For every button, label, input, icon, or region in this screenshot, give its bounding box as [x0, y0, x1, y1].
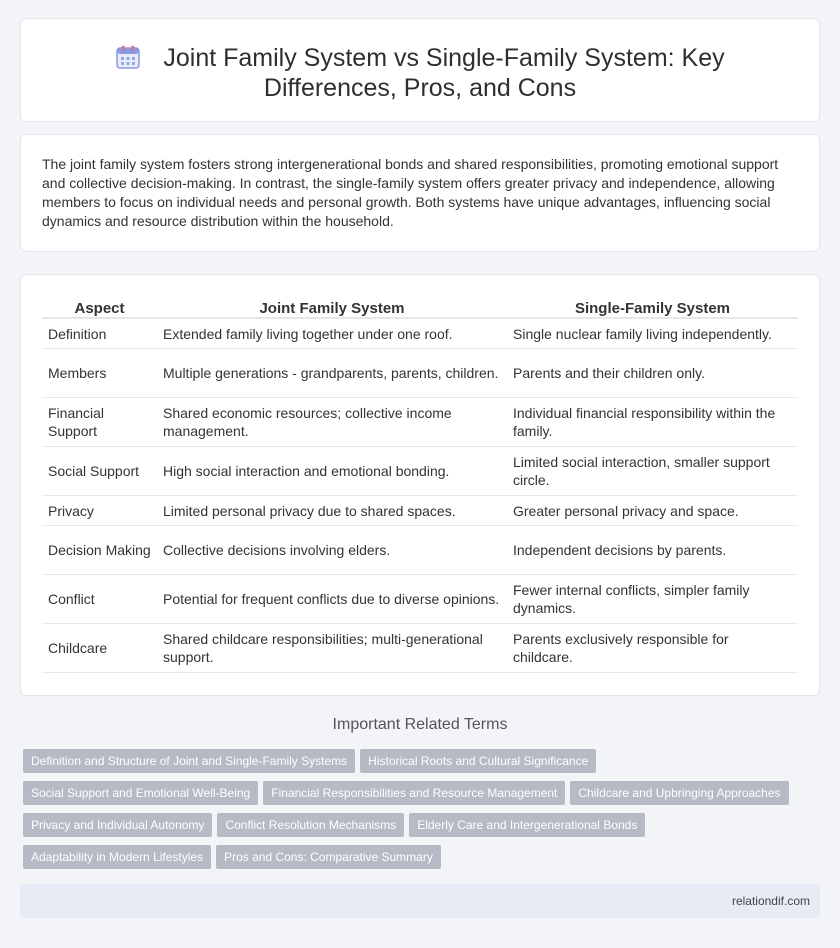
header-joint: Joint Family System [157, 293, 507, 319]
cell-single: Fewer internal conflicts, simpler family dynamics. [507, 575, 798, 624]
cell-joint: Shared economic resources; collective income management. [157, 398, 507, 447]
cell-joint: High social interaction and emotional bonding. [157, 447, 507, 496]
cell-joint: Shared childcare responsibilities; multi-generational support. [157, 624, 507, 673]
related-terms-list [23, 749, 803, 877]
table-row [42, 526, 798, 575]
cell-joint: Multiple generations - grandparents, parents, children. [157, 349, 507, 398]
cell-single: Single nuclear family living independently. [507, 319, 798, 349]
related-terms-heading: Important Related Terms [332, 716, 508, 733]
table-row [42, 447, 798, 496]
table-row [42, 398, 798, 447]
related-term-tag[interactable]: Elderly Care and Intergenerational Bonds [409, 813, 645, 837]
calendar-icon [115, 44, 141, 70]
cell-single: Independent decisions by parents. [507, 526, 798, 575]
related-term-tag[interactable]: Conflict Resolution Mechanisms [217, 813, 404, 837]
intro-card [20, 134, 820, 252]
table-row [42, 349, 798, 398]
table-row [42, 575, 798, 624]
cell-single: Limited social interaction, smaller support circle. [507, 447, 798, 496]
header-aspect: Aspect [42, 293, 157, 319]
page-title-wrap [21, 43, 819, 103]
cell-joint: Extended family living together under one roof. [157, 319, 507, 349]
comparison-card [20, 274, 820, 696]
related-term-tag[interactable]: Definition and Structure of Joint and Single-Family Systems [23, 749, 355, 773]
cell-aspect: Decision Making [42, 526, 157, 575]
table-row [42, 319, 798, 349]
related-term-tag[interactable]: Childcare and Upbringing Approaches [570, 781, 788, 805]
intro-paragraph: The joint family system fosters strong intergenerational bonds and shared responsibilities, promoting emotional support and collective decision-making. In contrast, the single-family system offers greater privacy and independence, allowing members to focus on individual needs and personal growth. Both systems have unique advantages, influencing social dynamics and resource distribution within the household. [42, 156, 779, 229]
cell-aspect: Financial Support [42, 398, 157, 447]
table-row [42, 624, 798, 673]
cell-aspect: Privacy [42, 496, 157, 526]
header-single: Single-Family System [507, 293, 798, 319]
related-term-tag[interactable]: Adaptability in Modern Lifestyles [23, 845, 211, 869]
related-term-tag[interactable]: Privacy and Individual Autonomy [23, 813, 212, 837]
cell-aspect: Members [42, 349, 157, 398]
cell-single: Parents exclusively responsible for childcare. [507, 624, 798, 673]
cell-joint: Collective decisions involving elders. [157, 526, 507, 575]
cell-aspect: Childcare [42, 624, 157, 673]
cell-single: Greater personal privacy and space. [507, 496, 798, 526]
related-term-tag[interactable]: Social Support and Emotional Well-Being [23, 781, 258, 805]
table-row [42, 496, 798, 526]
cell-single: Individual financial responsibility within the family. [507, 398, 798, 447]
cell-aspect: Conflict [42, 575, 157, 624]
cell-single: Parents and their children only. [507, 349, 798, 398]
footer-bar [20, 884, 820, 918]
cell-joint: Limited personal privacy due to shared spaces. [157, 496, 507, 526]
comparison-table [42, 293, 798, 673]
page-title: Joint Family System vs Single-Family System: Key Differences, Pros, and Cons [163, 44, 725, 102]
related-term-tag[interactable]: Financial Responsibilities and Resource Management [263, 781, 565, 805]
related-term-tag[interactable]: Historical Roots and Cultural Significance [360, 749, 596, 773]
title-card [20, 18, 820, 122]
cell-aspect: Social Support [42, 447, 157, 496]
table-header-row [42, 293, 798, 319]
footer-site-link[interactable]: relationdif.com [731, 894, 810, 908]
cell-joint: Potential for frequent conflicts due to diverse opinions. [157, 575, 507, 624]
related-term-tag[interactable]: Pros and Cons: Comparative Summary [216, 845, 441, 869]
cell-aspect: Definition [42, 319, 157, 349]
